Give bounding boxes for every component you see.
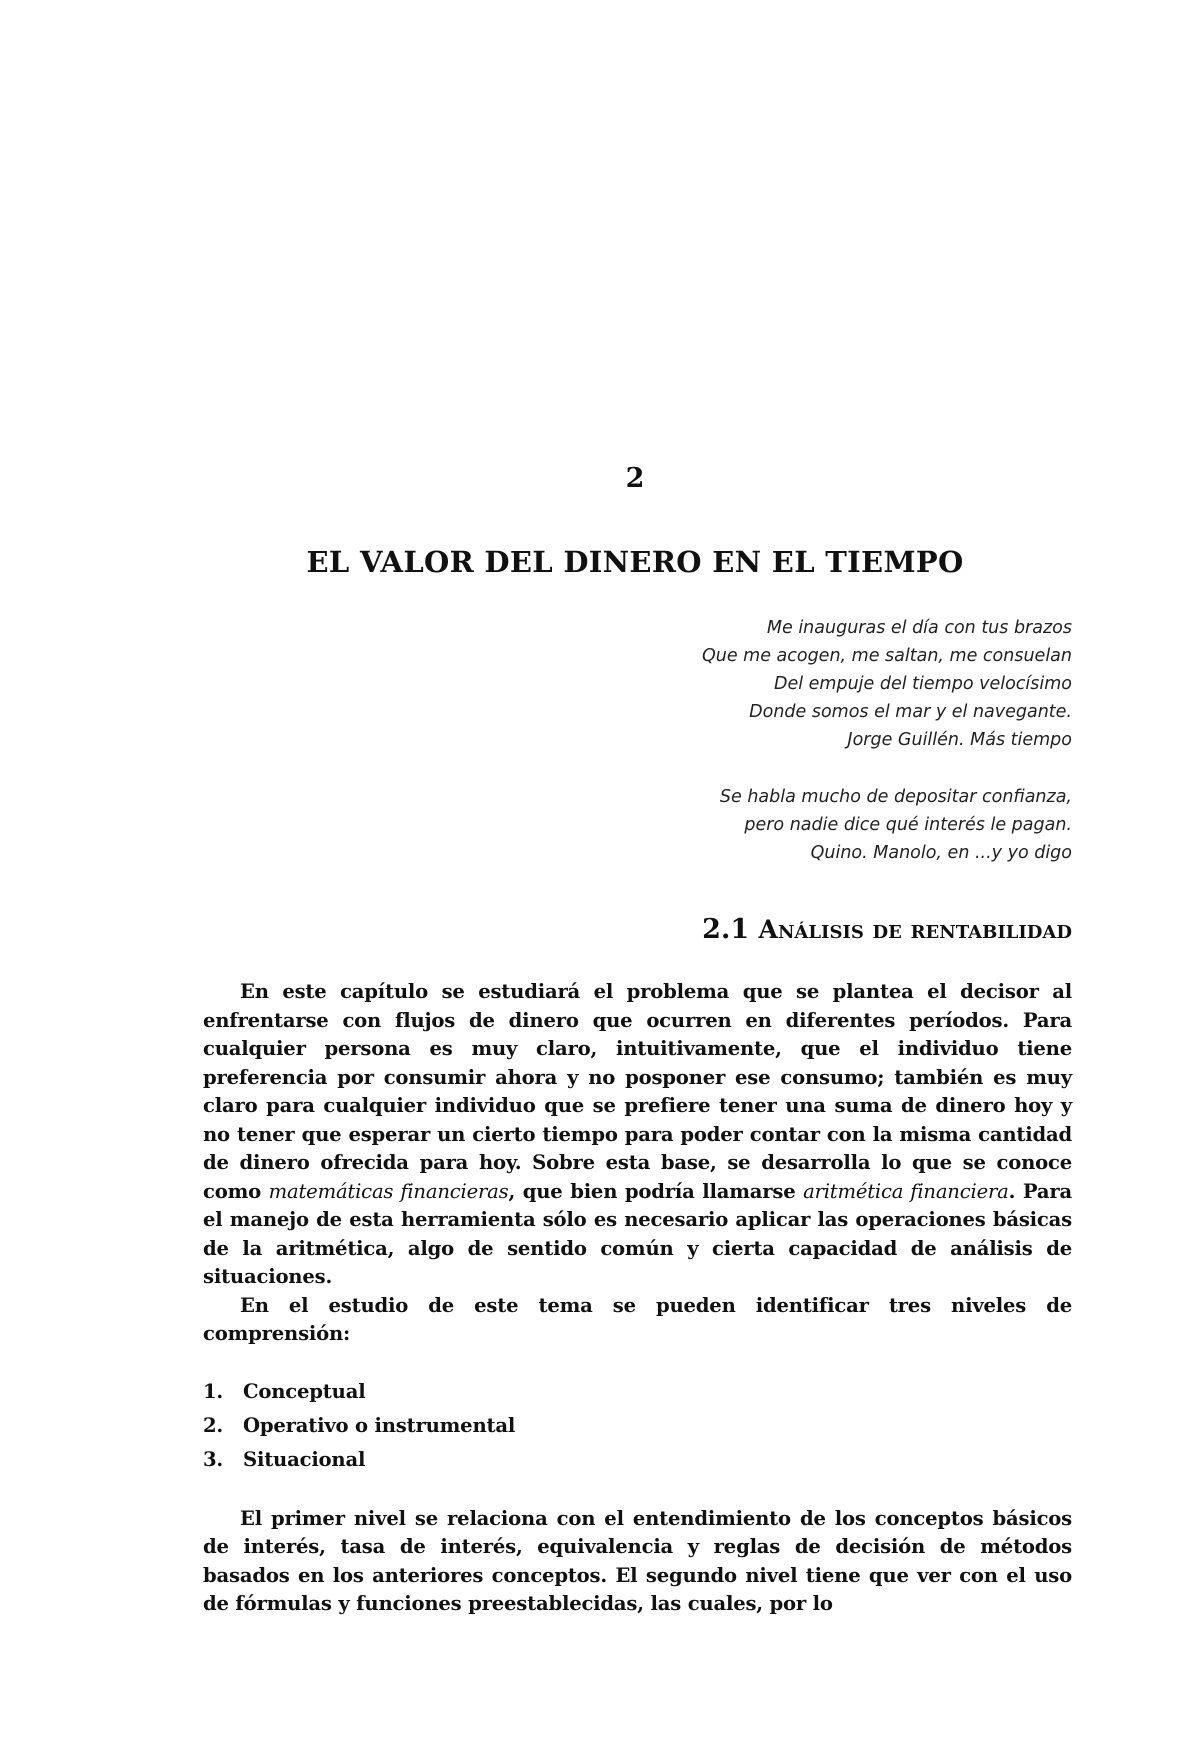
- list-item: [203, 1376, 1072, 1410]
- section-title: Análisis de rentabilidad: [758, 915, 1072, 944]
- paragraph-text: En este capítulo se estudiará el problema que se plantea el decisor al enfrentarse con flujos de dinero que ocurren en diferentes períodos. Para cualquier persona es muy claro, intuitivamente, que el individuo tiene preferencia por consumir ahora y no posponer ese consumo; también es muy claro para cualquier individuo que se prefiere tener una suma de dinero hoy y no tener que esperar un cierto tiempo para poder contar con la misma cantidad de dinero ofrecida para hoy. Sobre esta base, se desarrolla lo que se conoce como: [203, 980, 1072, 1203]
- list-item-number: 2.: [203, 1414, 224, 1438]
- paragraph-intro: [203, 978, 1072, 1292]
- levels-list: [203, 1376, 1072, 1478]
- body-text: [203, 978, 1072, 1619]
- list-item-label: Situacional: [243, 1448, 366, 1472]
- epigraph-quino: [720, 783, 1072, 867]
- epigraph-line: Que me acogen, me saltan, me consuelan: [701, 646, 1072, 666]
- list-item-label: Operativo o instrumental: [243, 1414, 516, 1438]
- list-item: [203, 1410, 1072, 1444]
- paragraph-levels-description: El primer nivel se relaciona con el entendimiento de los conceptos básicos de interés, tasa de interés, equivalencia y reglas de decisión de métodos basados en los anteriores conceptos. El segundo nivel tiene que ver con el uso de fórmulas y funciones preestablecidas, las cuales, por lo: [203, 1506, 1072, 1615]
- epigraph-attribution: Quino. Manolo, en ...y yo digo: [810, 843, 1072, 863]
- epigraph-line: Del empuje del tiempo velocísimo: [774, 674, 1072, 694]
- paragraph-text: . Para el manejo de esta herramienta sólo es necesario aplicar las operaciones básicas de la aritmética, algo de sentido común y cierta capacidad de análisis de situaciones.: [203, 1179, 1072, 1288]
- epigraph-line: pero nadie dice qué interés le pagan.: [744, 815, 1072, 835]
- chapter-title: EL VALOR DEL DINERO EN EL TIEMPO: [306, 545, 964, 579]
- emphasis-term: matemáticas financieras: [268, 1179, 509, 1203]
- section-number: 2.1: [702, 914, 750, 945]
- list-item-label: Conceptual: [243, 1380, 366, 1404]
- epigraph-attribution: Jorge Guillén. Más tiempo: [847, 730, 1072, 750]
- emphasis-term: aritmética financiera: [803, 1179, 1009, 1203]
- list-item-number: 1.: [203, 1380, 224, 1404]
- chapter-number: 2: [625, 463, 645, 494]
- list-item: [203, 1444, 1072, 1478]
- list-item-number: 3.: [203, 1448, 224, 1472]
- epigraph-line: Me inauguras el día con tus brazos: [766, 618, 1072, 638]
- section-heading: [702, 914, 1072, 945]
- epigraph-line: Donde somos el mar y el navegante.: [749, 702, 1072, 722]
- epigraph-line: Se habla mucho de depositar confianza,: [719, 787, 1072, 807]
- epigraph-guillen: [702, 614, 1072, 754]
- paragraph-text: , que bien podría llamarse: [508, 1179, 804, 1203]
- paragraph-levels-intro: En el estudio de este tema se pueden identificar tres niveles de comprensión:: [203, 1293, 1072, 1345]
